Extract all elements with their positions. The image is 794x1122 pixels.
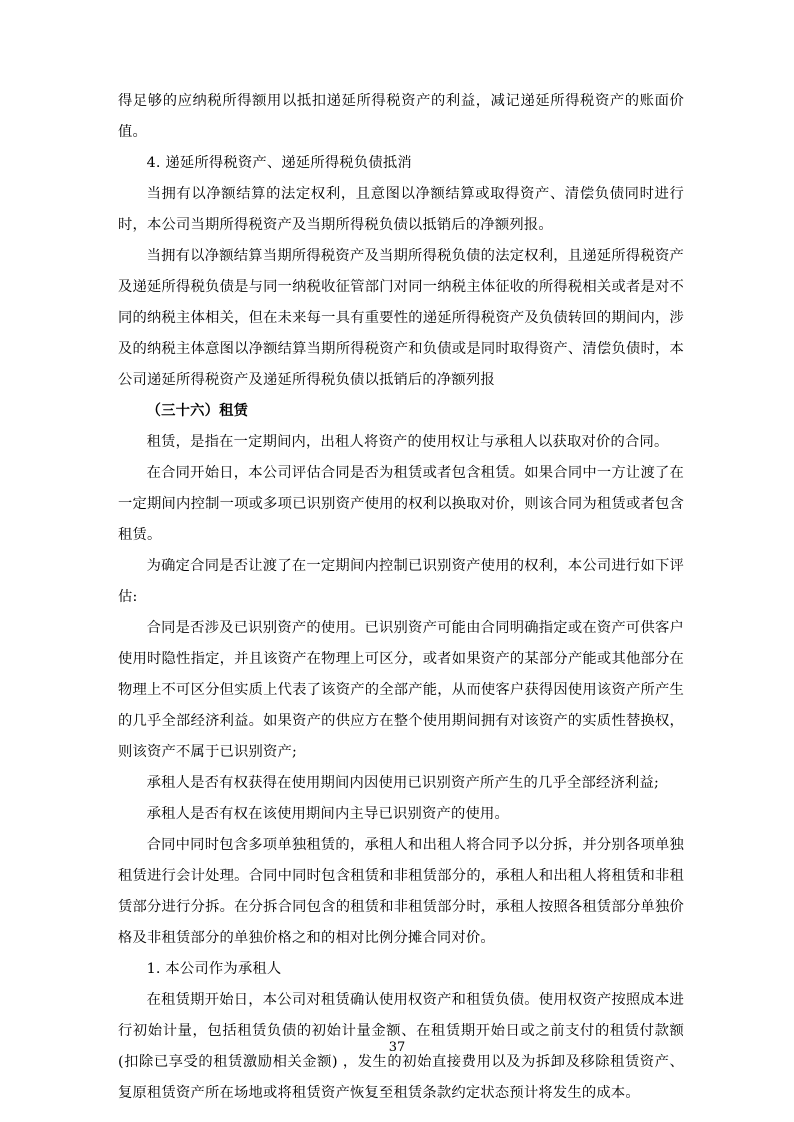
- paragraph: 租赁，是指在一定期间内，出租人将资产的使用权让与承租人以获取对价的合同。: [146, 434, 669, 450]
- paragraph: 当拥有以净额结算的法定权利，且意图以净额结算或取得资产、清偿负债同时进行时，本公司当期所得税资产及当期所得税负债以抵销后的净额列报。: [118, 186, 684, 233]
- section-heading: （三十六）租赁: [146, 403, 249, 419]
- paragraph: 在合同开始日，本公司评估合同是否为租赁或者包含租赁。如果合同中一方让渡了在一定期间内控制一项或多项已识别资产使用的权利以换取对价，则该合同为租赁或者包含租赁。: [118, 465, 684, 543]
- page-number: 37: [388, 1040, 406, 1055]
- paragraph: 合同是否涉及已识别资产的使用。已识别资产可能由合同明确指定或在资产可供客户使用时隐性指定，并且该资产在物理上可区分，或者如果资产的某部分产能或其他部分在物理上不可区分但实质上代表了该资产的全部产能，从而使客户获得因使用该资产所产生的几乎全部经济利益。如果资产的供应方在整个使用期间拥有对该资产的实质性替换权，则该资产不属于已识别资产;: [118, 620, 684, 760]
- paragraph: 得足够的应纳税所得额用以抵扣递延所得税资产的利益，减记递延所得税资产的账面价值。: [118, 93, 684, 140]
- paragraph: 1. 本公司作为承租人: [146, 961, 282, 977]
- paragraph: 合同中同时包含多项单独租赁的，承租人和出租人将合同予以分拆，并分别各项单独租赁进行会计处理。合同中同时包含租赁和非租赁部分的，承租人和出租人将租赁和非租赁部分进行分拆。在分拆合同包含的租赁和非租赁部分时，承租人按照各租赁部分单独价格及非租赁部分的单独价格之和的相对比例分摊合同对价。: [118, 837, 684, 946]
- paragraph: 4. 递延所得税资产、递延所得税负债抵消: [146, 155, 412, 171]
- paragraph: 承租人是否有权获得在使用期间内因使用已识别资产所产生的几乎全部经济利益;: [146, 775, 659, 791]
- paragraph: 为确定合同是否让渡了在一定期间内控制已识别资产使用的权利，本公司进行如下评估:: [118, 558, 684, 605]
- paragraph: 在租赁期开始日，本公司对租赁确认使用权资产和租赁负债。使用权资产按照成本进行初始计量，包括租赁负债的初始计量金额、在租赁期开始日或之前支付的租赁付款额 (扣除已享受的租赁激励相关金额) ，发生的初始直接费用以及为拆卸及移除租赁资产、复原租赁资产所在场地或将租赁资产恢复至租赁条款约定状态预计将发生的成本。: [118, 992, 684, 1101]
- page-content: [118, 86, 684, 1109]
- paragraph: 承租人是否有权在该使用期间内主导已识别资产的使用。: [146, 806, 510, 822]
- paragraph: 当拥有以净额结算当期所得税资产及当期所得税负债的法定权利，且递延所得税资产及递延所得税负债是与同一纳税收征管部门对同一纳税主体征收的所得税相关或者是对不同的纳税主体相关，但在未来每一具有重要性的递延所得税资产及负债转回的期间内，涉及的纳税主体意图以净额结算当期所得税资产和负债或是同时取得资产、清偿负债时，本公司递延所得税资产及递延所得税负债以抵销后的净额列报: [118, 248, 684, 388]
